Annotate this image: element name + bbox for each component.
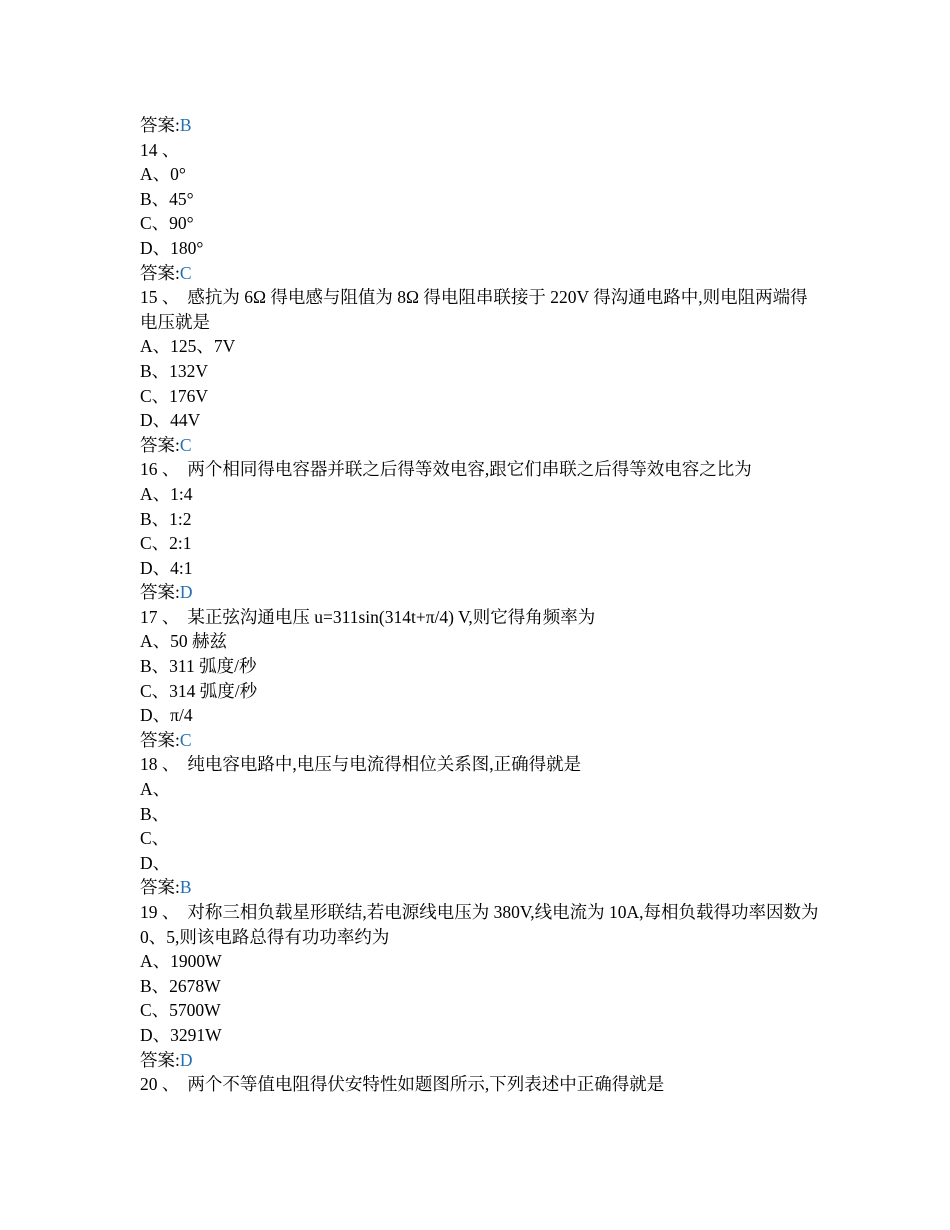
option-item: A、0° [140, 164, 186, 185]
answer-value: C [179, 262, 192, 283]
question-18-stem [140, 752, 820, 777]
option-item: A、50 赫兹 [140, 631, 228, 652]
answer-label: 答案: [140, 729, 180, 750]
option-item: B、132V [140, 360, 209, 381]
option-item: A、1900W [140, 951, 222, 972]
answer-line-18 [140, 875, 820, 900]
question-14-stem [140, 138, 820, 163]
option-item: C、5700W [140, 1000, 221, 1021]
answer-value: C [179, 729, 192, 750]
answer-line-15 [140, 433, 820, 458]
option-item: A、125、7V [140, 336, 236, 357]
answer-line-19 [140, 1048, 820, 1073]
answer-value: B [179, 877, 192, 898]
answer-label: 答案: [140, 877, 180, 898]
option-item: C、90° [140, 213, 194, 234]
option-item: C、2:1 [140, 533, 192, 554]
question-number: 20 [140, 1074, 158, 1095]
answer-value: C [179, 434, 192, 455]
question-number: 18 [140, 754, 158, 775]
question-number: 19 [140, 902, 158, 922]
option-item: D、3291W [140, 1024, 222, 1045]
option-item: B、2678W [140, 975, 221, 996]
option-item: B、1:2 [140, 508, 192, 529]
question-text: 对称三相负载星形联结,若电源线电压为 380V,线电流为 10A,每相负载得功率因数为 0、5,则该电路总得有功功率约为 [140, 902, 819, 947]
answer-value: D [179, 1049, 193, 1070]
question-number-separator: 、 [157, 754, 180, 775]
question-number: 14 [140, 139, 158, 160]
answer-label: 答案: [140, 115, 180, 135]
question-15-stem [140, 285, 820, 334]
answer-label: 答案: [140, 434, 180, 455]
question-number: 15 [140, 287, 158, 308]
question-16-stem [140, 457, 820, 482]
question-number-separator: 、 [157, 459, 180, 480]
answer-label: 答案: [140, 262, 180, 283]
option-item: A、 [140, 779, 171, 800]
answer-label: 答案: [140, 1049, 180, 1070]
answer-value: B [179, 115, 192, 135]
answer-line-14 [140, 261, 820, 286]
question-text: 某正弦沟通电压 u=311sin(314t+π/4) V,则它得角频率为 [187, 606, 596, 627]
document-body [140, 113, 820, 1097]
option-item: D、180° [140, 237, 204, 258]
question-17-stem [140, 605, 820, 630]
question-number: 16 [140, 459, 158, 480]
option-item: C、314 弧度/秒 [140, 680, 258, 701]
question-text: 感抗为 6Ω 得电感与阻值为 8Ω 得电阻串联接于 220V 得沟通电路中,则电阻两端得电压就是 [140, 287, 808, 332]
option-item: A、1:4 [140, 483, 193, 504]
option-item: D、4:1 [140, 557, 193, 578]
option-item: D、 [140, 852, 171, 873]
answer-label: 答案: [140, 582, 180, 603]
question-19-stem [140, 900, 820, 949]
option-item: B、45° [140, 188, 194, 209]
option-item: C、 [140, 828, 170, 849]
question-text: 两个相同得电容器并联之后得等效电容,跟它们串联之后得等效电容之比为 [187, 459, 752, 480]
answer-line-13 [140, 113, 820, 138]
question-number-separator: 、 [157, 1074, 180, 1095]
answer-line-17 [140, 728, 820, 753]
question-number: 17 [140, 606, 158, 627]
question-text: 两个不等值电阻得伏安特性如题图所示,下列表述中正确得就是 [187, 1074, 665, 1095]
question-number-separator: 、 [157, 287, 180, 308]
option-item: C、176V [140, 385, 209, 406]
answer-value: D [179, 582, 193, 603]
question-number-separator: 、 [157, 139, 180, 160]
option-item: B、311 弧度/秒 [140, 656, 257, 677]
option-item: D、44V [140, 410, 201, 431]
question-text: 纯电容电路中,电压与电流得相位关系图,正确得就是 [187, 754, 582, 775]
option-item: B、 [140, 803, 170, 824]
question-number-separator: 、 [157, 606, 180, 627]
question-20-stem [140, 1072, 820, 1097]
answer-line-16 [140, 580, 820, 605]
question-number-separator: 、 [157, 902, 180, 922]
option-item: D、π/4 [140, 705, 193, 726]
